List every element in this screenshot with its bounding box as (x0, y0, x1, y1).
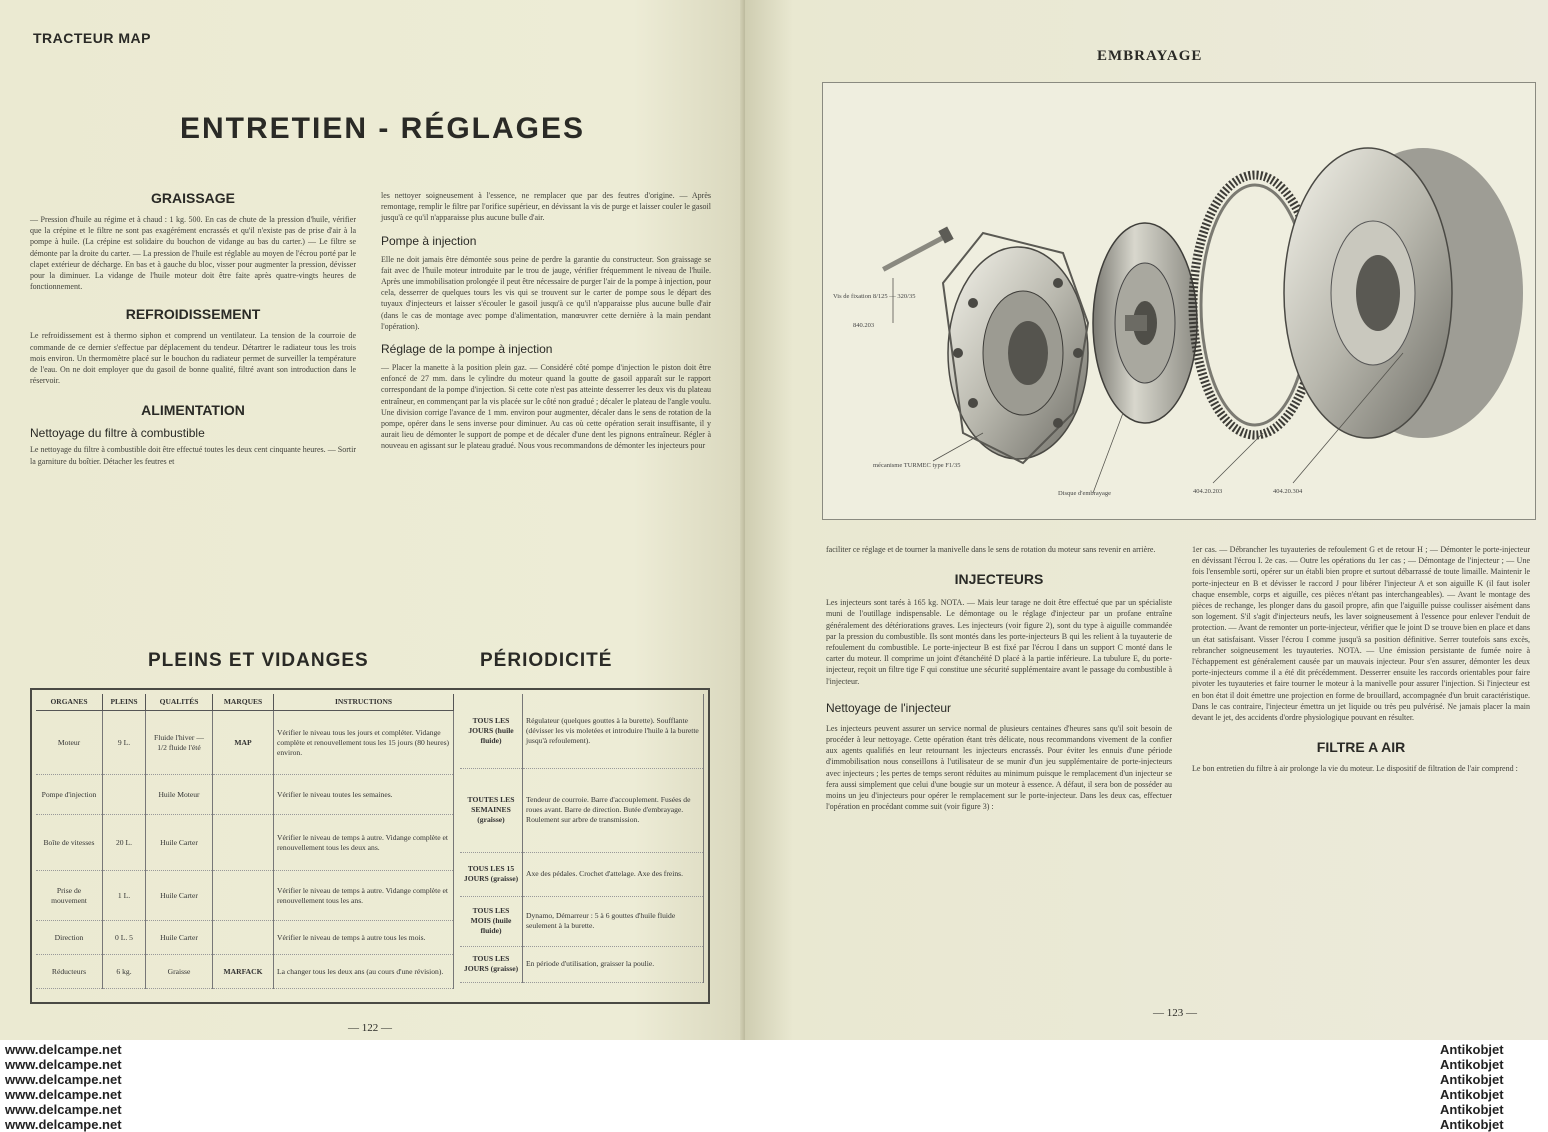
watermark-right-6: Antikobjet (1440, 1117, 1504, 1132)
right-column-2 (1192, 544, 1530, 774)
col-marques: MARQUES (213, 694, 274, 711)
left-column-1 (30, 190, 356, 467)
watermark-right-2: Antikobjet (1440, 1057, 1504, 1072)
page-title: ENTRETIEN - RÉGLAGES (180, 112, 586, 145)
heading-alimentation: ALIMENTATION (141, 402, 245, 419)
subheading-pompe-injection: Pompe à injection (381, 233, 477, 248)
maintenance-table-box (30, 688, 710, 1004)
page-number-left: — 122 — (348, 1022, 392, 1034)
label-bolt: Vis de fixation 8/125 — 320/35 (833, 293, 916, 300)
bolt-part (882, 226, 954, 271)
periodicite-title: PÉRIODICITÉ (480, 650, 613, 671)
label-bolt-ref: 840.203 (853, 322, 875, 329)
heading-graissage: GRAISSAGE (150, 190, 235, 206)
page-122 (0, 0, 745, 1040)
left-column-2 (381, 190, 711, 452)
text-injecteurs: Les injecteurs sont tarés à 165 kg. NOTA. — Mais leur tarage ne doit être effectué que par un spécialiste muni de l'outillage indispensable. Le démontage ou le réglage d'injecteur par un profane entraîne généralement des détériorations graves. Les injecteurs (voir figure 2), sont du type à aiguille commandée par la pression du combustible. Ils sont montés dans les porte-injecteurs B qui les relient à la tuyauterie de refoulement du combustible. Le porte-injecteur B est fixé par l'écrou I dans un support C monté dans le carter du moteur. Il comprime un joint d'étanchéité D placé à la partie inférieure. La tubulure E, du porte-injecteur, reçoit un filtre tige F qui constitue une sécurité supplémentaire avant le passage du combustible à l'injecteur. (826, 598, 1172, 686)
pressure-plate-mechanism (943, 233, 1088, 463)
table-row: TOUS LES JOURS (graisse) En période d'utilisation, graisser la poulie. (460, 946, 704, 982)
watermark-footer (0, 1040, 1548, 1131)
text-refroidissement: Le refroidissement est à thermo siphon et comprend un ventilateur. La tension de la courroie de commande de ce dernier s'effectue par déplacement du tendeur. Détartrer le radiateur tous les trois mois environ. Un thermomètre placé sur le bouchon du radiateur permet de surveiller la température de l'eau. On ne doit employer que du gasoil de bonne qualité, filtré avant son introduction dans le réservoir. (30, 331, 356, 386)
text-filtre-combustible: Le nettoyage du filtre à combustible doit être effectué toutes les deux cent cinquante heures. — Sortir la garniture du boîtier. Détacher les feutres et (30, 445, 356, 466)
pleins-table (36, 694, 454, 989)
text-filtre-air: Le bon entretien du filtre à air prolonge la vie du moteur. Le dispositif de filtration de l'air comprend : (1192, 764, 1518, 774)
table-row: Direction 0 L. 5 Huile Carter Vérifier le niveau de temps à autre tous les mois. (36, 921, 454, 955)
text-cas-operations: 1er cas. — Débrancher les tuyauteries de refoulement G et de retour H ; — Démonter le porte-injecteur en dévissant l'écrou I. 2e cas. — Outre les opérations du 1er cas ; — Démontage de l'injecteur ; — Une fois l'ensemble sorti, opérer sur un établi bien propre et surtout débarrassé de toute limaille. Maintenir le porte-injecteur en B et dévisser le raccord J pour libérer l'injecteur A et son aiguille K (il faut isoler chaque ensemble, corps et aiguille, ces pièces n'étant pas interchangeables). — Avant le montage des pièces de rechange, les plonger dans du gasoil propre, afin que l'aiguille puisse coulisser aisément dans son logement. S'il s'agit d'injecteurs neufs, les laver soigneusement à l'essence pour enlever l'enduit de protection. — Avant de remonter un porte-injecteur, vérifier que le joint D se trouve bien en place et dans un état satisfaisant. Visser l'écrou I comme jusqu'à sa position définitive. Serrer toutefois sans excès, rebrancher soigneusement les tuyauteries. NOTA. — Une émission persistante de fumée noire à l'échappement est généralement causée par un mauvais injecteur. Pour s'en assurer, démonter les deux porte-injecteurs comme il a été dit précédemment. Desserrer ensuite les raccords orientables pour faire pivoter les tuyauteries et faire tourner le moteur à la manivelle pour assurer l'injection. Si l'injecteur est en bon état il doit émettre une projection en forme de brouillard, accompagnée d'un bruit caractéristique. Dans le cas contraire, l'injecteur émettra un jet liquide ou très peu pulvérisé. Ne jamais placer la main devant le jet, des accidents d'ordre physiologique pouvant en résulter. (1192, 545, 1530, 723)
label-disc: Disque d'embrayage (1058, 490, 1111, 497)
col-pleins: PLEINS (103, 694, 146, 711)
running-head-right: EMBRAYAGE (1097, 48, 1203, 64)
watermark-left-5: www.delcampe.net (5, 1102, 122, 1117)
table-row: Moteur 9 L. Fluide l'hiver — 1/2 fluide l'été MAP Vérifier le niveau tous les jours et compléter. Vidange complète et renouvellement tous les 15 jours (80 heures) environ. (36, 711, 454, 775)
table-row: Réducteurs 6 kg. Graisse MARFACK La changer tous les deux ans (au cours d'une révision). (36, 955, 454, 989)
clutch-diagram-svg (823, 83, 1535, 519)
table-row: Boîte de vitesses 20 L. Huile Carter Vérifier le niveau de temps à autre. Vidange complète et renouvellement tous les deux ans. (36, 815, 454, 871)
text-reglage-pompe: — Placer la manette à la position plein gaz. — Considéré côté pompe d'injection le piston doit être enfoncé de 27 mm. dans le cylindre du moteur quand la goutte de gasoil apparaît sur le rapport correspondant de la pompe d'injection. Si cette cote n'est pas atteinte desserrer les deux vis du plateau entraîneur, en commençant par la vis placée sur le côté non gradué ; décaler le plateau de l'angle voulu. Une division corrige l'avance de 1 mm. environ pour augmenter, décaler dans le sens de rotation de la pompe, opérer dans le sens inverse pour diminuer. Au cas où cette opération serait insuffisante, il y aurait lieu de démonter le support de pompe et de décaler d'une dent les pignons entraîneur. Régler à nouveau en agissant sur le plateau gradué. Nous vous recommandons de démonter les injecteurs pour (381, 363, 711, 451)
subheading-nettoyage-injecteur: Nettoyage de l'injecteur (826, 700, 952, 715)
text-intro-right: faciliter ce réglage et de tourner la manivelle dans le sens de rotation du moteur sans revenir en arrière. (826, 545, 1156, 554)
col-organes: ORGANES (36, 694, 103, 711)
watermark-left-3: www.delcampe.net (5, 1072, 122, 1087)
page-number-right: — 123 — (1153, 1007, 1197, 1019)
table-row: TOUS LES 15 JOURS (graisse) Axe des pédales. Crochet d'attelage. Axe des freins. (460, 852, 704, 896)
text-feutres: les nettoyer soigneusement à l'essence, ne remplacer que par des feutres d'origine. — Après remontage, remplir le filtre par l'orifice supérieur, en dévissant la vis de purge et laisser couler le gasoil jusqu'à ce qu'il n'apparaisse plus aucune bulle d'air. (381, 191, 711, 223)
watermark-left-2: www.delcampe.net (5, 1057, 122, 1072)
watermark-right-4: Antikobjet (1440, 1087, 1504, 1102)
watermark-left-6: www.delcampe.net (5, 1117, 122, 1132)
table-row: TOUTES LES SEMAINES (graisse) Tendeur de courroie. Barre d'accouplement. Fusées de roues avant. Barre de direction. Butée d'embrayage. Roulement sur arbre de transmission. (460, 768, 704, 852)
running-head-left: TRACTEUR MAP (33, 30, 151, 46)
watermark-right-5: Antikobjet (1440, 1102, 1504, 1117)
watermark-left-4: www.delcampe.net (5, 1087, 122, 1102)
clutch-disc (1093, 223, 1197, 423)
watermark-right-3: Antikobjet (1440, 1072, 1504, 1087)
pleins-vidanges-table (36, 694, 454, 989)
text-graissage: — Pression d'huile au régime et à chaud : 1 kg. 500. En cas de chute de la pression d'huile, vérifier que la crépine et le filtre ne sont pas exagérément encrassés et qu'il n'existe pas de prise d'air à la pompe à huile. (La crépine est solidaire du bouchon de vidange au bas du carter.) — Le filtre se démonte par la droite du carter. — La pression de l'huile est réglable au moyen de l'écrou porté par le clapet extérieur de décharge. En bas et à gauche du bloc, visser pour augmenter la pression, dévisser pour la diminuer. La vidange de l'huile moteur doit être faite après quatre-vingts heures de fonctionnement. (30, 215, 356, 292)
periodicite-grid (460, 694, 704, 983)
table-row: TOUS LES JOURS (huile fluide) Régulateur (quelques gouttes à la burette). Soufflante (dévisser les vis moletées et introduire l'huile à la burette jusqu'à refoulement). (460, 694, 704, 768)
flywheel (1284, 148, 1523, 438)
label-ring-ref: 404.20.203 (1193, 488, 1223, 495)
heading-filtre-air: FILTRE A AIR (1316, 739, 1406, 756)
subheading-reglage-pompe: Réglage de la pompe à injection (381, 342, 553, 357)
watermark-right-1: Antikobjet (1440, 1042, 1504, 1057)
col-instructions: INSTRUCTIONS (274, 694, 454, 711)
heading-injecteurs: INJECTEURS (954, 571, 1044, 588)
right-column-1 (826, 544, 1172, 812)
text-pompe-injection: Elle ne doit jamais être démontée sous peine de perdre la garantie du constructeur. Son graissage se fait avec de l'huile moteur introduite par le trou de jauge, vérifier fréquemment le niveau de l'huile. Après une immobilisation prolongée il peut être nécessaire de purger l'air de la pompe à injection, pour cela, desserrer de quelques tours les vis qui se trouvent sur le carter de pompe sous le départ des tuyaux d'injecteurs et laisser s'écouler le gasoil jusqu'à ce qu'il n'apparaisse plus aucune bulle d'air (dans le cas de montage avec pompe d'alimentation, manœuvrer cette dernière à la main pendant l'opération). (381, 254, 711, 331)
watermark-left-1: www.delcampe.net (5, 1042, 122, 1057)
table-row: Pompe d'injection Huile Moteur Vérifier le niveau toutes les semaines. (36, 775, 454, 815)
clutch-exploded-diagram (822, 82, 1536, 520)
label-flywheel-ref: 404.20.304 (1273, 488, 1303, 495)
col-qualites: QUALITÉS (146, 694, 213, 711)
heading-refroidissement: REFROIDISSEMENT (125, 306, 261, 323)
subheading-filtre-combustible: Nettoyage du filtre à combustible (30, 426, 205, 441)
pleins-vidanges-title: PLEINS ET VIDANGES (148, 650, 369, 671)
text-nettoyage-injecteur: Les injecteurs peuvent assurer un service normal de plusieurs centaines d'heures sans qu'il soit besoin de procéder à leur nettoyage. Cette opération étant très délicate, nous recommandons vivement de la confier aux agents qualifiés en leur retournant les injecteurs encrassés. Pour éviter les ennuis d'une période d'immobilisation nous conseillons à l'utilisateur de se munir d'un jeu supplémentaire de porte-injecteurs avec injecteurs ; les pertes de temps seront réduites au minimum puisque le remplacement d'un injecteur se fera aussi simplement que celui d'une bougie sur un moteur à essence. A défaut, il sera bon de posséder au moins un jeu d'injecteurs pour opérer le remplacement sur le porte-injecteur. Dans les deux cas, effectuer l'opération en procédant comme suit (voir figure 3) : (826, 723, 1172, 812)
periodicite-table (460, 694, 704, 983)
table-row: Prise de mouvement 1 L. Huile Carter Vérifier le niveau de temps à autre. Vidange complète et renouvellement tous les ans. (36, 871, 454, 921)
table-row: TOUS LES MOIS (huile fluide) Dynamo, Démarreur : 5 à 6 gouttes d'huile fluide seulement à la burette. (460, 896, 704, 946)
label-mechanism: mécanisme TURMEC type F1/35 (873, 462, 961, 469)
